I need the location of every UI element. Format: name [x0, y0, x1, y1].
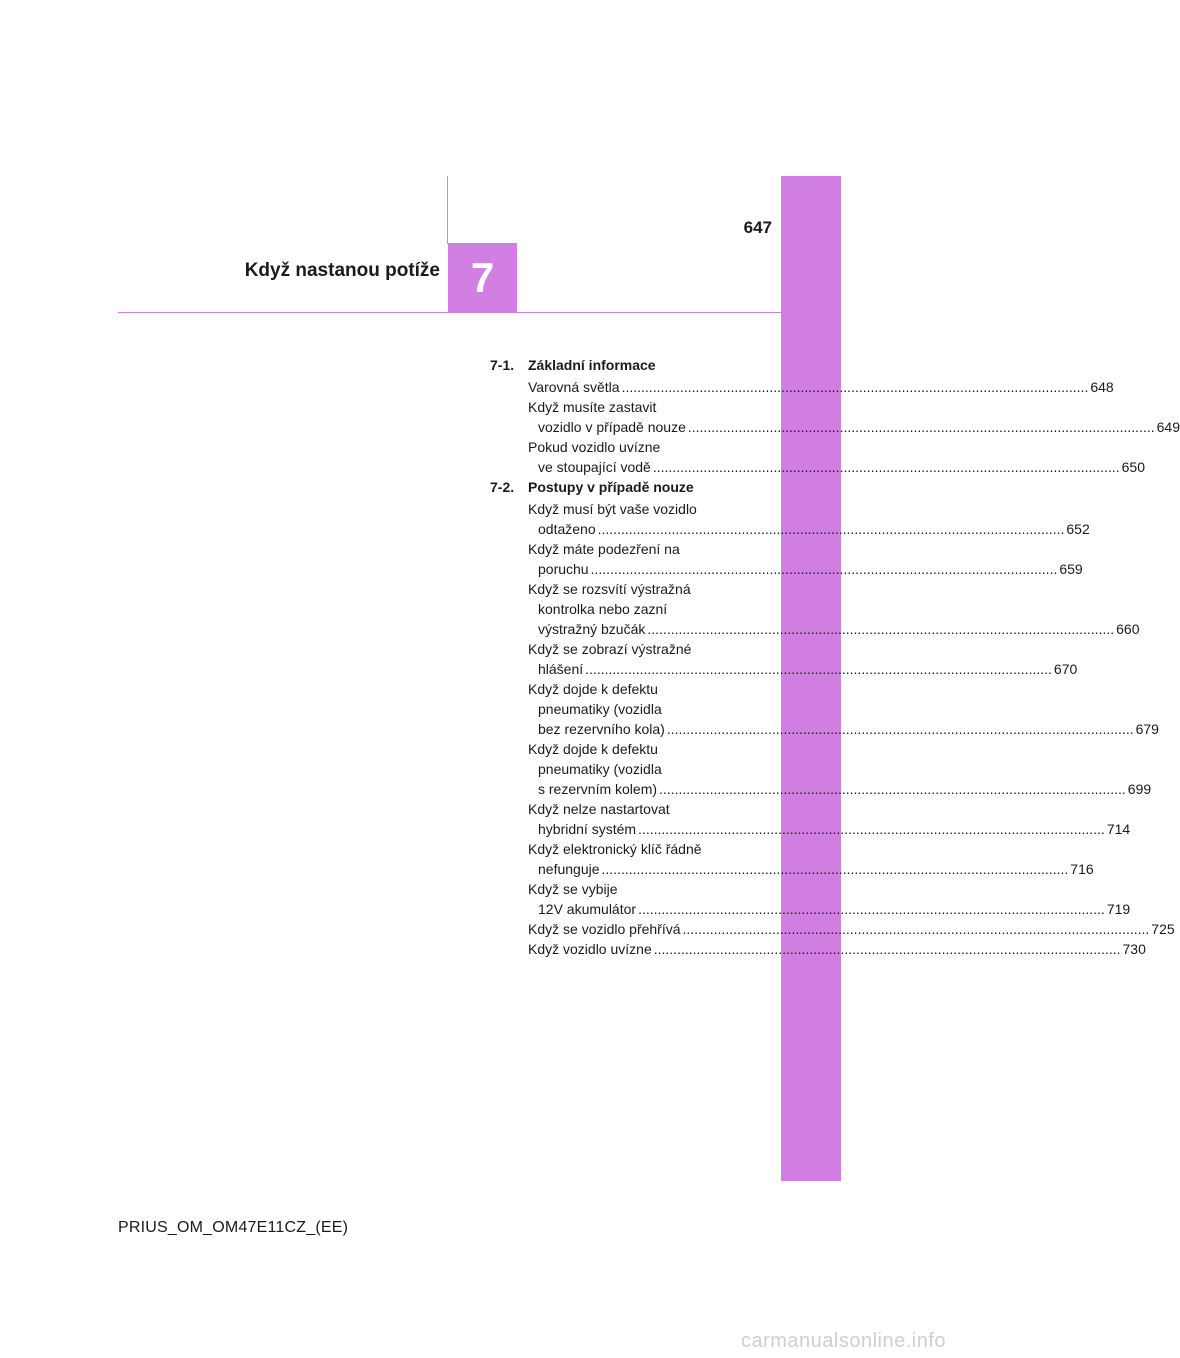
toc-entry[interactable] — [490, 499, 1090, 539]
toc-section-heading — [490, 355, 739, 375]
toc-entry-page: 652 — [1066, 521, 1090, 537]
toc-dot-leader: ........................................................................................................................ — [653, 941, 1121, 957]
toc-dot-leader: ........................................................................................................................ — [638, 901, 1105, 917]
toc-entry-leader-row — [528, 417, 1180, 437]
toc-entry[interactable] — [490, 879, 1131, 919]
toc-entry-text: Když se rozsvítí výstražná — [528, 581, 691, 597]
toc-entry[interactable] — [490, 739, 1152, 799]
toc-entry[interactable] — [490, 839, 1094, 879]
toc-entry-text: Když vozidlo uvízne — [528, 941, 652, 957]
toc-entry-leader-row — [528, 659, 1078, 679]
toc-dot-leader: ........................................................................................................................ — [601, 861, 1069, 877]
toc-entry-text: s rezervním kolem) — [538, 781, 658, 797]
toc-entry-page: 649 — [1156, 419, 1180, 435]
toc-entry-page: 648 — [1090, 379, 1114, 395]
toc-entry-page: 725 — [1151, 921, 1175, 937]
toc-entry-text: Když se vybije — [528, 881, 618, 897]
toc-entry-text: pneumatiky (vozidla — [538, 701, 662, 717]
toc-entry-text: bez rezervního kola) — [538, 721, 665, 737]
toc-entry[interactable] — [490, 579, 1140, 639]
toc-entry-text: Když dojde k defektu — [528, 681, 658, 697]
toc-entry[interactable] — [490, 397, 1180, 437]
toc-entry[interactable] — [490, 939, 1146, 959]
toc-entry-leader-row — [528, 377, 1114, 397]
toc-entry-leader-row — [528, 779, 1152, 799]
toc-dot-leader: ........................................................................................................................ — [621, 379, 1089, 395]
toc-dot-leader: ........................................................................................................................ — [666, 721, 1134, 737]
toc-entry-text: Když máte podezření na — [528, 541, 680, 557]
document-code: PRIUS_OM_OM47E11CZ_(EE) — [118, 1219, 349, 1236]
toc-entry[interactable] — [490, 437, 1145, 477]
toc-entry-leader-row — [528, 519, 1090, 539]
toc-entry-text: Varovná světla — [528, 379, 620, 395]
toc-entry[interactable] — [490, 539, 1083, 579]
toc-entry-text: Pokud vozidlo uvízne — [528, 439, 661, 455]
toc-entry-page: 730 — [1122, 941, 1146, 957]
toc-entry-text: Když se vozidlo přehřívá — [528, 921, 681, 937]
toc-entry-text: Když nelze nastartovat — [528, 801, 670, 817]
toc-entry-text: Když musíte zastavit — [528, 399, 657, 415]
toc-entry-text: hlášení — [538, 661, 584, 677]
toc-entry-page: 714 — [1106, 821, 1131, 837]
toc-entry[interactable] — [490, 919, 1175, 939]
toc-entry-leader-row — [528, 559, 1083, 579]
toc-section-number: 7-1. — [490, 357, 515, 373]
chapter-number-box — [448, 243, 517, 313]
toc-dot-leader: ........................................................................................................................ — [687, 419, 1155, 435]
toc-entry-page: 699 — [1127, 781, 1152, 797]
toc-entry[interactable] — [490, 799, 1131, 839]
toc-entry-leader-row — [528, 457, 1145, 477]
toc-entry[interactable] — [490, 639, 1078, 679]
toc-entry-text: kontrolka nebo zazní — [538, 601, 668, 617]
chapter-number: 7 — [470, 254, 495, 301]
toc-entry-leader-row — [528, 899, 1131, 919]
toc-entry-text: 12V akumulátor — [538, 901, 637, 917]
toc-entry-leader-row — [528, 819, 1131, 839]
toc-entry-page: 719 — [1106, 901, 1131, 917]
toc-entry[interactable] — [490, 377, 1114, 397]
toc-entry-text: poruchu — [538, 561, 589, 577]
page-number: 647 — [743, 218, 772, 237]
toc-dot-leader: ........................................................................................................................ — [682, 921, 1150, 937]
toc-entry-leader-row — [528, 719, 1159, 739]
header-vertical-rule — [447, 176, 448, 244]
toc-dot-leader: ........................................................................................................................ — [585, 661, 1052, 677]
toc-dot-leader: ........................................................................................................................ — [597, 521, 1065, 537]
toc-entry-text: Když se zobrazí výstražné — [528, 641, 692, 657]
table-of-contents — [490, 355, 1180, 959]
toc-entry-leader-row — [528, 859, 1094, 879]
toc-entry-text: ve stoupající vodě — [538, 459, 651, 475]
toc-entry-text: vozidlo v případě nouze — [538, 419, 686, 435]
toc-entry-text: Když dojde k defektu — [528, 741, 658, 757]
toc-dot-leader: ........................................................................................................................ — [638, 821, 1105, 837]
toc-entry-text: pneumatiky (vozidla — [538, 761, 662, 777]
toc-entry-text: Když elektronický klíč řádně — [528, 841, 702, 857]
toc-entry-leader-row — [528, 919, 1175, 939]
toc-entry-page: 670 — [1053, 661, 1078, 677]
toc-entry[interactable] — [490, 679, 1159, 739]
toc-entry-page: 660 — [1116, 621, 1140, 637]
toc-dot-leader: ........................................................................................................................ — [647, 621, 1115, 637]
toc-entry-page: 659 — [1059, 561, 1083, 577]
toc-section-title: Postupy v případě nouze — [528, 479, 694, 495]
toc-entry-text: nefunguje — [538, 861, 600, 877]
toc-section-title: Základní informace — [528, 357, 656, 373]
toc-entry-leader-row — [528, 619, 1140, 639]
toc-entry-page: 716 — [1070, 861, 1094, 877]
watermark: carmanualsonline.info — [740, 1330, 946, 1352]
toc-entry-leader-row — [528, 939, 1146, 959]
toc-section-heading — [490, 477, 739, 497]
toc-section-number: 7-2. — [490, 479, 515, 495]
toc-entry-page: 679 — [1135, 721, 1159, 737]
toc-dot-leader: ........................................................................................................................ — [590, 561, 1058, 577]
toc-entry-text: hybridní systém — [538, 821, 637, 837]
toc-dot-leader: ........................................................................................................................ — [652, 459, 1120, 475]
toc-entry-text: Když musí být vaše vozidlo — [528, 501, 697, 517]
chapter-title: Když nastanou potíže — [244, 260, 440, 281]
toc-entry-text: výstražný bzučák — [538, 621, 646, 637]
toc-entry-page: 650 — [1121, 459, 1145, 475]
toc-dot-leader: ........................................................................................................................ — [659, 781, 1126, 797]
toc-entry-text: odtaženo — [538, 521, 596, 537]
